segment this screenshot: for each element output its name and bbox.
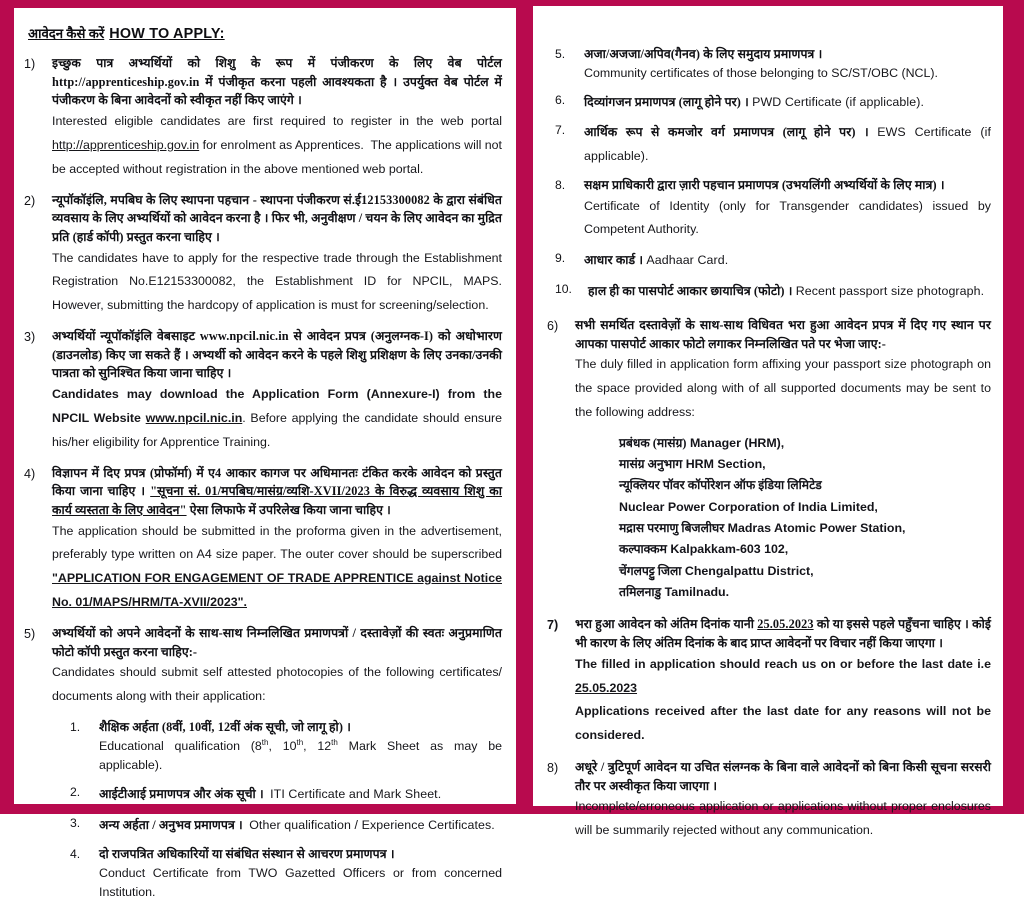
address-line-english: HRM Section, — [685, 457, 766, 472]
right-page — [533, 6, 1003, 838]
item-text-hindi: इच्छुक पात्र अभ्यर्थियों को शिशु के रूप में पंजीकरण के लिए वेब पोर्टल http://apprenticeship.gov.in में पंजीकृत करना पहली आवश्यकता है । उपर्युक्त वेब पोर्टल में पंजीकरण के बिना आवेदनों को स्वीकृत नहीं किए जाएंगे । — [52, 56, 502, 108]
list-item — [555, 121, 991, 169]
list-item — [24, 54, 502, 182]
list-item — [555, 249, 991, 273]
sub-item-hindi: आर्थिक रूप से कमजोर वर्ग प्रमाणपत्र (लागू होने पर) । — [584, 125, 869, 140]
sub-item-hindi: सक्षम प्राधिकारी द्वारा ज़ारी पहचान प्रमाणपत्र (उभयलिंगी अभ्यर्थियों के लिए मात्र) । — [584, 177, 945, 192]
sub-item-english: Recent passport size photograph. — [795, 284, 985, 299]
sub-item-number: 8. — [555, 177, 566, 192]
address-line-english: Manager (HRM), — [689, 435, 785, 450]
address-line — [619, 475, 991, 496]
list-item — [70, 814, 502, 838]
list-item — [70, 845, 502, 903]
sub-item-english: Conduct Certificate from TWO Gazetted Officers or from concerned Institution. — [99, 865, 502, 900]
edu-sup-10th: th — [296, 737, 304, 747]
sub-item-english: EWS Certificate (if applicable). — [584, 125, 991, 164]
superscription-text: "APPLICATION FOR ENGAGEMENT OF TRADE APPRENTICE against Notice No. 01/MAPS/HRM/TA-XVII/2023". — [52, 571, 502, 609]
item-text-hindi: अधूरे / त्रुटिपूर्ण आवेदन या उचित संलग्नक के बिना वाले आवेदनों को बिना किसी सूचना सरसरी तौर पर अस्वीकृत किया जाएगा । — [575, 759, 991, 793]
sub-item-inline — [588, 280, 991, 304]
address-line-english: Tamilnadu. — [664, 585, 730, 600]
item-text-hindi: अभ्यर्थियों न्यूपॉकॉइंलि वेबसाइट www.npcil.nic.in से आवेदन प्रपत्र (अनुलग्नक-I) को अधोभारण (डाउनलोड) किए जा सकते हैं । अभ्यर्थी को आवेदन करने के पहले शिशु प्रशिक्षण के लिए उनका/उनकी पात्रता को सुनिश्चित किया जाना चाहिए । — [52, 329, 502, 381]
item-number: 8) — [547, 760, 559, 775]
sub-item-hindi: आधार कार्ड । — [584, 253, 644, 268]
address-line — [619, 497, 991, 518]
sub-item-hindi: अन्य अर्हता / अनुभव प्रमाणपत्र । — [99, 818, 243, 832]
edu-sup-8th: th — [261, 737, 269, 747]
deadline-english-pre: The filled in application should reach us on or before the last date i.e — [575, 656, 991, 671]
sub-item-inline — [99, 783, 502, 807]
item-number: 4) — [24, 466, 36, 481]
address-line-hindi: प्रबंधक (मासंग्र) — [619, 435, 687, 450]
item4-hindi-part2: ऐसा लिफाफे में उपरिलेख किया जाना चाहिए । — [186, 502, 391, 517]
item-text-english — [52, 383, 502, 454]
page-title-hindi: आवेदन कैसे करें — [28, 26, 105, 41]
npcil-download-instruction-rest: . Before applying the candidate should ensure his/her eligibility for Apprentice Training. — [52, 410, 503, 449]
item4-hindi-part1: विज्ञापन में दिए प्रपत्र (प्रोफॉर्मा) में ए4 आकार कागज पर अधिमानतः टंकित करके आवेदन को प्रस्तुत किया जाना चाहिए । — [52, 465, 502, 499]
item-text-hindi: सभी समर्थित दस्तावेज़ों के साथ-साथ विधिवत भरा हुआ आवेदन प्रपत्र में दिए गए स्थान पर आपका पासपोर्ट आकार फोटो लगाकर निम्नलिखित पते पर भेजा जाए:- — [575, 317, 991, 351]
npcil-website-link[interactable]: www.npcil.nic.in — [145, 410, 243, 425]
sub-item-inline — [99, 814, 502, 838]
address-line-hindi: तमिलनाडु — [619, 585, 662, 600]
sub-item-number: 9. — [555, 251, 566, 266]
address-line — [619, 518, 991, 539]
item-text-hindi — [52, 464, 502, 520]
list-item — [555, 91, 991, 115]
edu-qual-pre: Educational qualification (8 — [99, 738, 262, 753]
sub-item-number: 4. — [70, 846, 81, 861]
item-number: 3) — [24, 330, 36, 344]
item-text-english: Incomplete/erroneous application or applications without proper enclosures will be summarily rejected without any communication. — [575, 799, 991, 838]
list-item — [555, 280, 991, 304]
list-item — [24, 464, 502, 615]
address-line-english: Nuclear Power Corporation of India Limited, — [619, 499, 878, 514]
npcil-download-instruction: Candidates may download the Application Form (Annexure-I) from the NPCIL Website — [52, 387, 502, 425]
sub-item-number: 6. — [555, 92, 566, 107]
edu-sup-12th: th — [331, 737, 338, 747]
item-number: 5) — [24, 626, 36, 641]
address-line-hindi: मासंग्र अनुभाग — [619, 457, 683, 472]
sub-item-hindi: दिव्यांगजन प्रमाणपत्र (लागू होने पर) । — [584, 94, 749, 109]
sub-item-number: 1. — [70, 719, 81, 734]
item4-english-part1: The application should be submitted in the proforma given in the advertisement, preferably type written on A4 size paper. The outer cover should be superscribed — [52, 523, 502, 562]
sub-item-inline — [584, 91, 991, 115]
edu-mid-2: , 12 — [303, 738, 332, 753]
edu-qual-post: Mark Sheet as may be applicable). — [99, 738, 502, 773]
address-line-hindi: मद्रास परमाणु बिजलीघर — [619, 521, 725, 536]
address-line-english: Chengalpattu District, — [684, 563, 814, 578]
sub-item-number: 3. — [70, 816, 81, 830]
sub-item-english: Community certificates of those belonging to SC/ST/OBC (NCL). — [584, 65, 938, 80]
apprenticeship-portal-link[interactable]: http://apprenticeship.gov.in — [52, 137, 200, 152]
list-item — [547, 758, 991, 843]
sub-item-hindi: अजा/अजजा/अपिव(गैनव) के लिए समुदाय प्रमाणपत्र । — [584, 47, 823, 61]
address-line — [619, 561, 991, 582]
sub-item-english: Certificate of Identity (only for Transgender candidates) issued by Competent Authority. — [584, 198, 991, 237]
postal-address-block — [619, 433, 991, 604]
sub-item-hindi: दो राजपत्रित अधिकारियों या संबंधित संस्थान से आचरण प्रमाणपत्र । — [99, 846, 395, 861]
item-number: 2) — [24, 193, 36, 208]
sub-item-english — [99, 737, 502, 777]
item-text-english: The candidates have to apply for the respective trade through the Establishment Registration No.E12153300082, the Establishment ID for NPCIL, MAPS. However, submitting the hardcopy of application is must for screening/selection. — [52, 250, 502, 313]
sub-item-inline — [584, 121, 991, 169]
item-text-english: Candidates should submit self attested photocopies of the following certificates/ documents along with their application: — [52, 665, 502, 703]
page-title-english: HOW TO APPLY: — [109, 26, 225, 42]
address-line — [619, 582, 991, 603]
address-line — [619, 454, 991, 475]
item-number: 6) — [547, 318, 559, 333]
address-line-hindi: चेंगलपट्टु जिला — [619, 563, 682, 578]
item-text-english: Interested eligible candidates are first required to register in the web portal http://apprenticeship.gov.in for enrolment as Apprentices. The applications will not be accepted without registration in the above mentioned web portal. — [52, 114, 503, 176]
edu-mid-1: , 10 — [268, 738, 297, 753]
address-line-hindi: कल्पाक्कम — [619, 542, 667, 557]
list-item — [24, 327, 502, 455]
sub-item-hindi: हाल ही का पासपोर्ट आकार छायाचित्र (फोटो) । — [588, 284, 793, 299]
item-text-english: The duly filled in application form affixing your passport size photograph on the space provided along with of all supported documents may be sent to the following address: — [575, 357, 991, 419]
address-line-english: Kalpakkam-603 102, — [670, 542, 789, 557]
last-date-hindi: 25.05.2023 — [757, 617, 814, 632]
item-text-english — [52, 520, 502, 615]
sub-item-number: 5. — [555, 47, 566, 61]
list-item — [70, 718, 502, 776]
sub-item-english: ITI Certificate and Mark Sheet. — [270, 787, 442, 802]
deadline-english-post: Applications received after the last date for any reasons will not be considered. — [575, 704, 991, 743]
address-line-hindi: न्यूक्लियर पॉवर कॉर्पोरेशन ऑफ इंडिया लिमिटेड — [619, 478, 822, 493]
item-text-english — [575, 653, 991, 748]
left-page — [14, 8, 516, 900]
last-date-english: 25.05.2023 — [575, 680, 638, 695]
item4-hindi-quote: "सूचना सं. 01/मपबिघ/मासंग्र/व्यशि-XVII/2023 के विरुद्ध व्यवसाय शिशु का कार्य व्यस्तता के लिए आवेदन" — [52, 484, 502, 517]
list-item — [24, 191, 502, 319]
sub-item-number: 10. — [555, 282, 572, 297]
list-item — [555, 45, 991, 84]
item-number: 7) — [547, 618, 559, 633]
item-text-hindi: अभ्यर्थियों को अपने आवेदनों के साथ-साथ निम्नलिखित प्रमाणपत्रों / दस्तावेज़ों की स्वतः अनुप्रमाणित फोटो कॉपी प्रस्तुत करना चाहिए:- — [52, 625, 502, 659]
list-item — [555, 176, 991, 242]
item-number: 1) — [24, 57, 36, 71]
list-item — [24, 624, 502, 910]
sub-item-inline — [584, 249, 991, 273]
address-line-english: Madras Atomic Power Station, — [727, 521, 906, 536]
list-item — [547, 316, 991, 603]
deadline-hindi-post: को या इससे पहले पहुँचना चाहिए । कोई भी कारण के लिए अंतिम दिनांक के बाद प्राप्त आवेदनों पर विचार नहीं किया जाएगा । — [575, 617, 992, 651]
list-item — [547, 615, 991, 748]
sub-item-english: Aadhaar Card. — [646, 253, 729, 268]
deadline-hindi-pre: भरा हुआ आवेदन को अंतिम दिनांक यानी — [575, 617, 758, 632]
certificates-sub-list — [70, 718, 502, 903]
sub-item-english: Other qualification / Experience Certificates. — [249, 818, 495, 832]
sub-item-english: PWD Certificate (if applicable). — [752, 94, 925, 109]
item-text-hindi: न्यूपॉकॉइंलि, मपबिघ के लिए स्थापना पहचान - स्थापना पंजीकरण सं.ई12153300082 के द्वारा संबंधित व्यवसाय के लिए अभ्यर्थियों को आवेदन करना है । फिर भी, अनुवीक्षण / चयन के लिए आवेदन का मुद्रित प्रति (हार्ड कॉपी) प्रस्तुत करना चाहिए । — [52, 192, 502, 244]
sub-item-number: 2. — [70, 785, 81, 800]
page-title — [28, 24, 502, 42]
sub-item-hindi: शैक्षिक अर्हता (8वीं, 10वीं, 12वीं अंक सूची, जो लागू हो) । — [99, 719, 351, 734]
list-item — [70, 783, 502, 807]
item-text-hindi — [575, 615, 991, 652]
address-line — [619, 539, 991, 560]
sub-item-hindi: आईटीआई प्रमाणपत्र और अंक सूची । — [99, 787, 264, 802]
sub-item-number: 7. — [555, 123, 566, 138]
certificates-sub-list-continued — [555, 45, 991, 304]
address-line — [619, 433, 991, 454]
